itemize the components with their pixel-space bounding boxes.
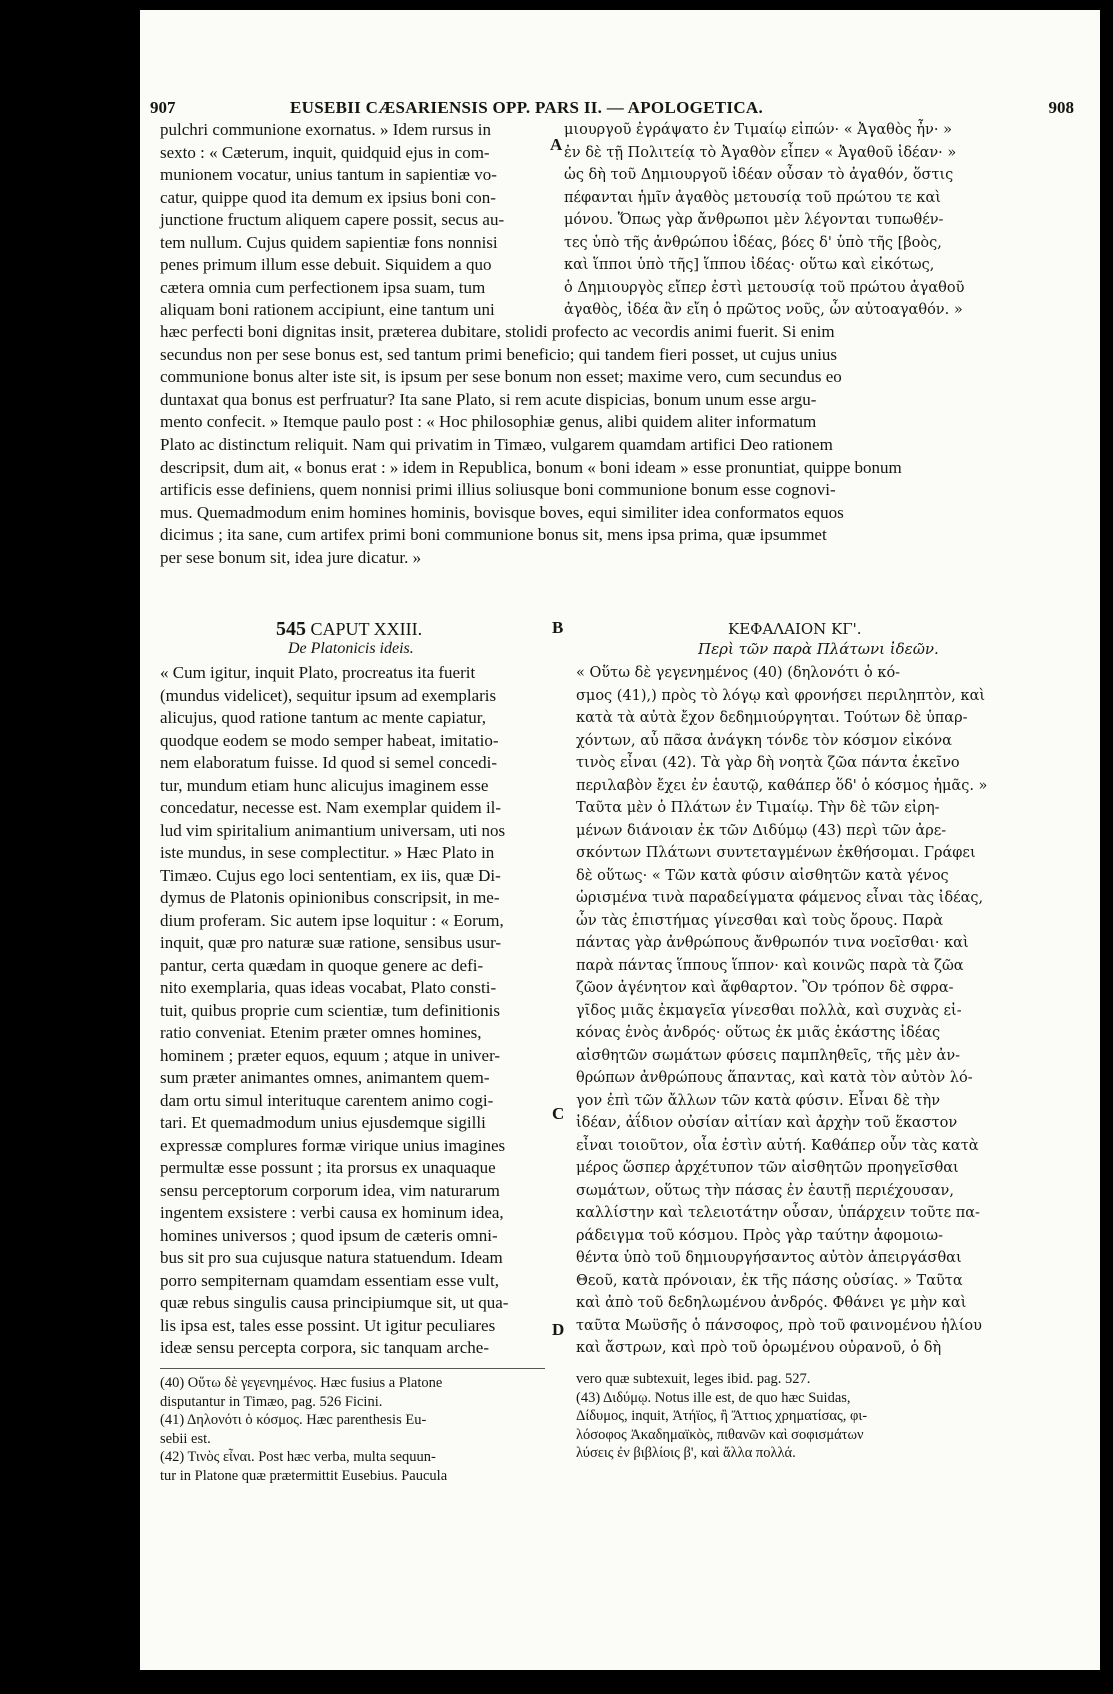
text-line: dam ortu simul interituque carentem animo cogi- [160,1090,494,1110]
text-line: εἶναι τοιοῦτον, οἷα ἐστὶν αὐτή. Καθάπερ οὖν τὰς κατὰ [576,1137,979,1154]
text-line: καὶ ἄστρων, καὶ πρὸ τοῦ ὁρωμένου οὐρανοῦ, ὁ δὴ [576,1340,942,1356]
page-number-right: 908 [1048,98,1074,117]
text-line: lis ipsa est, tales esse possint. Ut igitur peculiares [160,1315,496,1335]
text-line: ὡρισμένα τινὰ παραδείγματα φάμενος εἶναι τὰς ἰδέας, [576,890,984,906]
text-line: λύσεις ἐν βιβλίοις β', καὶ ἄλλα πολλά. [576,1445,796,1461]
text-line: lud vim spiritalium animantium universam, uti nos [160,820,506,840]
text-line: tur, mundum etiam hunc alicujus imaginem esse [160,775,489,795]
text-line: expressæ complures formæ virique unius imagines [160,1135,506,1155]
text-line: dicimus ; ita sane, cum artifex primi boni communione bonus sit, mens ipsa prima, quæ ipsummet [160,525,827,545]
text-line: λόσοφος Ἀκαδημαϊκὸς, πιθανῶν καὶ σοφισμάτων [576,1426,864,1443]
text-line: bus sit pro sua cujusque natura statuendum. Ideam [160,1248,503,1267]
text-line: ὁ Δημιουργὸς εἴπερ ἐστὶ μετουσίᾳ τοῦ πρώτου ἀγαθοῦ [564,279,965,296]
text-line: Δίδυμος, inquit, Ἀτήϊος, ἢ Ἄττιος χρηματίσας, φι- [576,1408,868,1424]
text-line: « Οὕτω δὲ γεγενημένος (40) (δηλονότι ὁ κό- [576,665,901,681]
footnote-rule-left [160,1368,545,1369]
text-line: θρώπων ἀνθρώπους ἅπαντας, καὶ κατὰ τὸν αὐτὸν λό- [576,1070,973,1086]
text-line: tem nullum. Cujus quidem sapientiæ fons nonnisi [160,232,498,252]
text-line: mento confecit. » Itemque paulo post : « Hoc philosophiæ genus, alibi quidem aliter informatum [160,412,817,432]
text-line: penes primum illum esse debuit. Siquidem a quo [160,255,492,274]
margin-marker-a: A [550,135,563,154]
text-line: quæ rebus singulis causa principiumque sit, ut qua- [160,1293,509,1312]
text-line: τινὸς εἶναι (42). Τὰ γὰρ δὴ νοητὰ ζῶα πάντα ἐκεῖνο [576,755,960,771]
text-line: dymus de Platonis opinionibus conscripsit, in me- [160,888,500,907]
caput-heading [276,618,422,641]
text-line: dium proferam. Sic autem ipse loquitur : « Eorum, [160,910,504,930]
running-title: EUSEBII CÆSARIENSIS OPP. PARS II. — APOLOGETICA. [290,98,764,117]
text-line: sebii est. [160,1430,211,1447]
text-line: artificis esse definiens, quem nonnisi primi illius soliusque boni communione bonum esse cognovi- [160,480,836,500]
text-line: (42) Τινὸς εἶναι. Post hæc verba, multa sequun- [160,1449,436,1465]
text-line: hominem ; præter equos, equum ; atque in univer- [160,1045,501,1065]
text-line: munionem vocatur, unius tantum in sapientiæ vo- [160,165,497,184]
text-line: μένων διάνοιαν ἐκ τῶν Διδύμῳ (43) περὶ τῶν ἀρε- [576,822,947,839]
text-line: homines universos ; quod ipsum de cæteris omni- [160,1225,498,1245]
text-line: junctione fructum aliquem capere possit, secus au- [160,210,505,229]
text-line: communione bonus alter iste sit, is ipsum per sese bonum non esset; maxime vero, cum secundus eo [160,367,842,387]
text-line: καὶ ἀπὸ τοῦ δεδηλωμένου ἀνδρός. Φθάνει γε μὴν καὶ [576,1295,967,1311]
text-line: πάντας γὰρ ἀνθρώπους ἄνθρωπόν τινα νοεῖσθαι· καὶ [576,935,969,951]
page-number-left: 907 [150,98,176,117]
text-line: μέρος ὥσπερ ἀρχέτυπον τῶν αἰσθητῶν προηγεῖσθαι [576,1160,959,1176]
text-line: ἐν δὲ τῇ Πολιτείᾳ τὸ Ἀγαθὸν εἶπεν « Ἀγαθοῦ ἰδέαν· » [564,144,957,161]
text-line: Ταῦτα μὲν ὁ Πλάτων ἐν Τιμαίῳ. Τὴν δὲ τῶν εἰρη- [576,800,940,816]
text-line: per sese bonum sit, idea jure dicatur. » [160,548,422,567]
text-line: tuit, quibus proprie cum scientiæ, tum definitionis [160,1000,500,1020]
text-line: δὲ οὕτως· « Τῶν κατὰ φύσιν αἰσθητῶν κατὰ γένος [576,867,949,884]
text-line: disputantur in Timæo, pag. 526 Ficini. [160,1393,383,1410]
text-line: παρὰ πάντας ἵππους ἵππον· καὶ κοινῶς παρὰ τὰ ζῶα [576,957,964,974]
document-page [140,10,1100,1670]
text-line: (mundus videlicet), sequitur ipsum ad exemplaris [160,685,497,705]
text-line: pulchri communione exornatus. » Idem rursus in [160,120,491,139]
text-line: καλλίστην καὶ τελειοτάτην οὖσαν, ὑπάρχειν τοῦτε πα- [576,1205,980,1221]
text-line: descripsit, dum ait, « bonus erat : » idem in Republica, bonum « boni ideam » esse pronuntiat, quippe bonum [160,457,902,477]
text-line: θέντα ὑπὸ τοῦ δημιουργήσαντος αὐτὸν ἀπειργάσθαι [576,1250,962,1266]
text-line: ζῶον ἀγένητον καὶ ἄφθαρτον. Ὃν τρόπον δὲ σφρα- [576,980,954,996]
text-line: μόνου. Ὅπως γὰρ ἄνθρωποι μὲν λέγονται τυπωθέν- [564,212,944,228]
text-line: χόντων, αὖ πᾶσα ἀνάγκη τόνδε τὸν κόσμον εἰκόνα [576,732,952,749]
text-line: σωμάτων, οὕτως τὴν πάσας ἐν ἑαυτῇ περιέχουσαν, [576,1182,954,1199]
text-line: concedatur, necesse est. Nam exemplar quidem il- [160,798,502,817]
text-line: περιλαβὸν ἔχει ἐν ἑαυτῷ, καθάπερ ὅδ' ὁ κόσμος ἡμᾶς. » [576,777,988,794]
text-line: αἰσθητῶν σωμάτων φύσεις παμπληθεῖς, τῆς μὲν ἀν- [576,1047,961,1064]
text-line: sexto : « Cæterum, inquit, quidquid ejus in com- [160,142,490,162]
text-line: cætera omnia cum perfectionem ipsa suam, tum [160,277,486,297]
text-line: ratio conveniat. Etenim præter omnes homines, [160,1023,482,1042]
text-line: pantur, certa quædam in quoque genere ac defi- [160,955,484,975]
text-line: permultæ esse possunt ; ita prorsus ex unaquaque [160,1158,496,1177]
text-line: Timæo. Cujus ego loci sententiam, ex iis, quæ Di- [160,865,501,885]
text-line: « Cum igitur, inquit Plato, procreatus ita fuerit [160,663,476,682]
text-line: πέφανται ἡμῖν ἀγαθὸς μετουσίᾳ τοῦ πρώτου τε καὶ [564,189,941,206]
text-line: κόνας ἑνὸς ἀνδρός· οὕτως ἐκ μιᾶς ἑκάστης ἰδέας [576,1025,941,1041]
text-line: κατὰ τὰ αὐτὰ ἔχον δεδημιούργηται. Τούτων δὲ ὑπαρ- [576,710,968,726]
text-line: vero quæ subtexuit, leges ibid. pag. 527. [576,1371,811,1387]
text-line: γον ἐπὶ τῶν ἄλλων τῶν κατὰ φύσιν. Εἶναι δὲ τὴν [576,1092,941,1109]
margin-marker-b: B [552,618,564,637]
caput-number: 545 [276,618,306,640]
text-line: σκόντων Πλάτωνι συντεταγμένων ἐκθήσομαι. Γράφει [576,845,976,861]
greek-chapter-subtitle: Περὶ τῶν παρὰ Πλάτωνι ἰδεῶν. [698,640,939,658]
text-line: tari. Et quemadmodum unius ejusdemque sigilli [160,1113,486,1132]
text-line: γῖδος μιᾶς ἐκμαγεῖα γίνεσθαι πολλὰ, καὶ συχνὰς εἰ- [576,1002,962,1019]
margin-marker-c: C [552,1104,565,1123]
margin-marker-d: D [552,1320,565,1339]
text-line: (41) Δηλονότι ὁ κόσμος. Hæc parenthesis Eu- [160,1412,427,1428]
text-line: (43) Διδύμῳ. Notus ille est, de quo hæc Suidas, [576,1389,851,1406]
text-line: catur, quippe quod ita demum ex ipsius boni con- [160,187,496,207]
text-line: inquit, quæ pro naturæ suæ ratione, sensibus usur- [160,933,502,952]
text-line: secundus non per sese bonus est, sed tantum primi beneficio; qui tandem fieri posset, ut cujus unius [160,344,838,364]
text-line: iste mundus, in sese complectitur. » Hæc Plato in [160,843,495,862]
text-line: ideæ sensu percepta corpora, sic tanquam arche- [160,1338,489,1357]
text-line: ἀγαθὸς, ἰδέα ἂν εἴη ὁ πρῶτος νοῦς, ὧν αὐτοαγαθόν. » [564,302,963,318]
caput-subtitle: De Platonicis ideis. [288,640,414,657]
text-line: ταῦτα Μωϋσῆς ὁ πάνσοφος, πρὸ τοῦ φαινομένου ἡλίου [576,1317,982,1334]
text-line: nito exemplaria, quas ideas vocabat, Plato consti- [160,978,497,997]
text-line: (40) Οὕτω δὲ γεγενημένος. Hæc fusius a Platone [160,1375,443,1391]
text-line: ingentem exsistere : verbi causa ex hominum idea, [160,1203,504,1222]
text-line: mus. Quemadmodum enim homines hominis, bovisque boves, equi similiter idea conformatos equos [160,502,844,522]
text-line: quodque eodem se modo semper habeat, imitatio- [160,730,499,750]
text-line: porro sempiternam quamdam essentiam esse vult, [160,1270,499,1290]
caput-title: CAPUT XXIII. [310,619,423,639]
text-line: Θεοῦ, κατὰ πρόνοιαν, ἐκ τῆς πάσης οὐσίας. » Ταῦτα [576,1272,963,1289]
text-line: ράδειγμα τοῦ κόσμου. Πρὸς γὰρ ταύτην ἀφομοιω- [576,1227,944,1244]
text-line: tur in Platone quæ prætermittit Eusebius. Paucula [160,1467,448,1484]
text-line: σμος (41),) πρὸς τὸ λόγῳ καὶ φρονήσει περιληπτὸν, καὶ [576,687,986,704]
text-line: hæc perfecti boni dignitas insit, præterea dubitare, stolidi profecto ac vecordis animi fuerit. Si enim [160,322,835,341]
text-line: Plato ac distinctum reliquit. Nam qui privatim in Timæo, vulgarem quamdam artifici Deo rationem [160,435,833,454]
text-line: τες ὑπὸ τῆς ἀνθρώπου ἰδέας, βόες δ' ὑπὸ τῆς [βοὸς, [564,234,942,251]
text-line: alicujus, quod ratione tantum ac mente capiatur, [160,708,486,727]
text-line: nem elaboratum fuisse. Id quod si semel concedi- [160,753,498,772]
text-line: καὶ ἵπποι ὑπὸ τῆς] ἵππου ἰδέας· οὕτω καὶ εἰκότως, [564,257,935,273]
text-line: ὧν τὰς ἐπιστήμας γίνεσθαι καὶ τοὺς ὅρους. Παρὰ [576,912,944,929]
text-line: sum præter animantes omnes, animantem quem- [160,1068,490,1087]
text-line: duntaxat qua bonus est perfruatur? Ita sane Plato, si rem acute dispicias, bonum unum esse argu- [160,389,817,409]
text-line: ὡς δὴ τοῦ Δημιουργοῦ ἰδέαν οὖσαν τὸ ἀγαθόν, ὅστις [564,167,954,183]
text-line: μιουργοῦ ἐγράψατο ἐν Τιμαίῳ εἰπών· « Ἀγαθὸς ἦν· » [564,122,952,138]
greek-chapter-title: ΚΕΦΑΛΑΙΟΝ ΚΓ'. [728,620,862,638]
text-line: aliquam boni rationem accipiunt, eine tantum uni [160,300,495,319]
text-line: sensu perceptorum corporum idea, vim naturarum [160,1180,500,1200]
text-line: ἰδέαν, ἀΐδιον οὐσίαν αἰτίαν καὶ ἀρχὴν τοῦ ἕκαστον [576,1115,958,1131]
